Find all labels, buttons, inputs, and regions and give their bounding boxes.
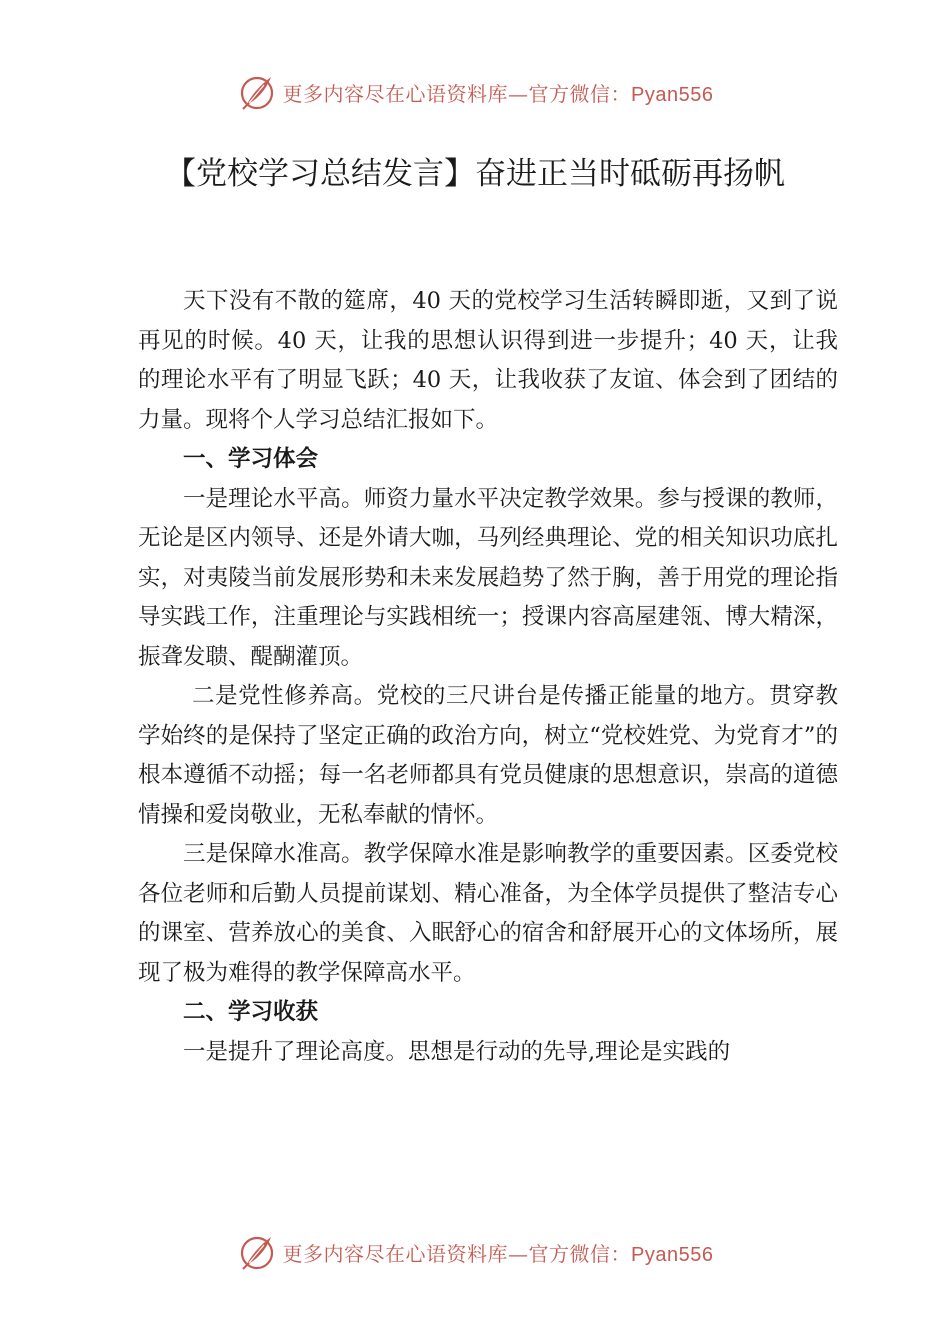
section-heading-study-gains: 二、学习收获 [183, 999, 319, 1025]
document-title: 【党校学习总结发言】奋进正当时砥砺再扬帆 [165, 156, 785, 192]
paragraph-text: 师资力量水平决定教学效果。参与授课的教师，无论是区内领导、还是外请大咖，马列经典理论、党的相关知识功底扎实，对夷陵当前发展形势和未来发展趋势了然于胸，善于用党的理论指导实践工作，注重理论与实践相统一；授课内容高屋建瓴、博大精深，振聋发聩、醍醐灌顶。 [138, 485, 838, 670]
header-watermark-banner [0, 72, 950, 112]
banner-text [283, 78, 714, 107]
feather-pen-logo-icon [237, 72, 277, 112]
banner-wechat-id: Pyan556 [631, 83, 714, 106]
paragraph-theory-height [138, 1033, 838, 1073]
banner-label: 更多内容尽在心语资料库—官方微信： [282, 1241, 632, 1266]
footer-watermark-banner [0, 1232, 950, 1272]
banner-label: 更多内容尽在心语资料库—官方微信： [282, 81, 632, 106]
paragraph-party-spirit [138, 677, 838, 835]
paragraph-text: 教学保障水准是影响教学的重要因素。区委党校各位老师和后勤人员提前谋划、精心准备，为全体学员提供了整洁专心的课室、营养放心的美食、入眠舒心的宿舍和舒展开心的文体场所，展现了极为难得的教学保障高水平。 [138, 841, 838, 986]
paragraph-lead: 三是保障水准高。 [183, 841, 364, 867]
banner-wechat-id: Pyan556 [631, 1243, 714, 1266]
banner-text [283, 1238, 714, 1267]
paragraph-lead: 二是党性修养高。 [192, 683, 377, 709]
paragraph-lead: 一是理论水平高。 [183, 485, 364, 512]
feather-pen-logo-icon [237, 1232, 277, 1272]
paragraph-text: 党校的三尺讲台是传播正能量的地方。贯穿教学始终的是保持了坚定正确的政治方向，树立“党校姓党、为党育才”的根本遵循不动摇；每一名老师都具有党员健康的思想意识，崇高的道德情操和爱岗敬业，无私奉献的情怀。 [138, 683, 838, 828]
document-body [138, 282, 838, 1072]
section-heading-study-experience: 一、学习体会 [183, 446, 319, 472]
paragraph-theory-level [138, 480, 838, 678]
paragraph-support-standard [138, 835, 838, 993]
paragraph-lead: 一是提升了理论高度。 [183, 1038, 409, 1065]
paragraph-text: 思想是行动的先导,理论是实践的 [408, 1038, 731, 1065]
intro-paragraph: 天下没有不散的筵席，40 天的党校学习生活转瞬即逝，又到了说再见的时候。40 天，让我的思想认识得到进一步提升；40 天，让我的理论水平有了明显飞跃；40 天，让我收获了友谊、体会到了团结的力量。现将个人学习总结汇报如下。 [138, 288, 838, 433]
